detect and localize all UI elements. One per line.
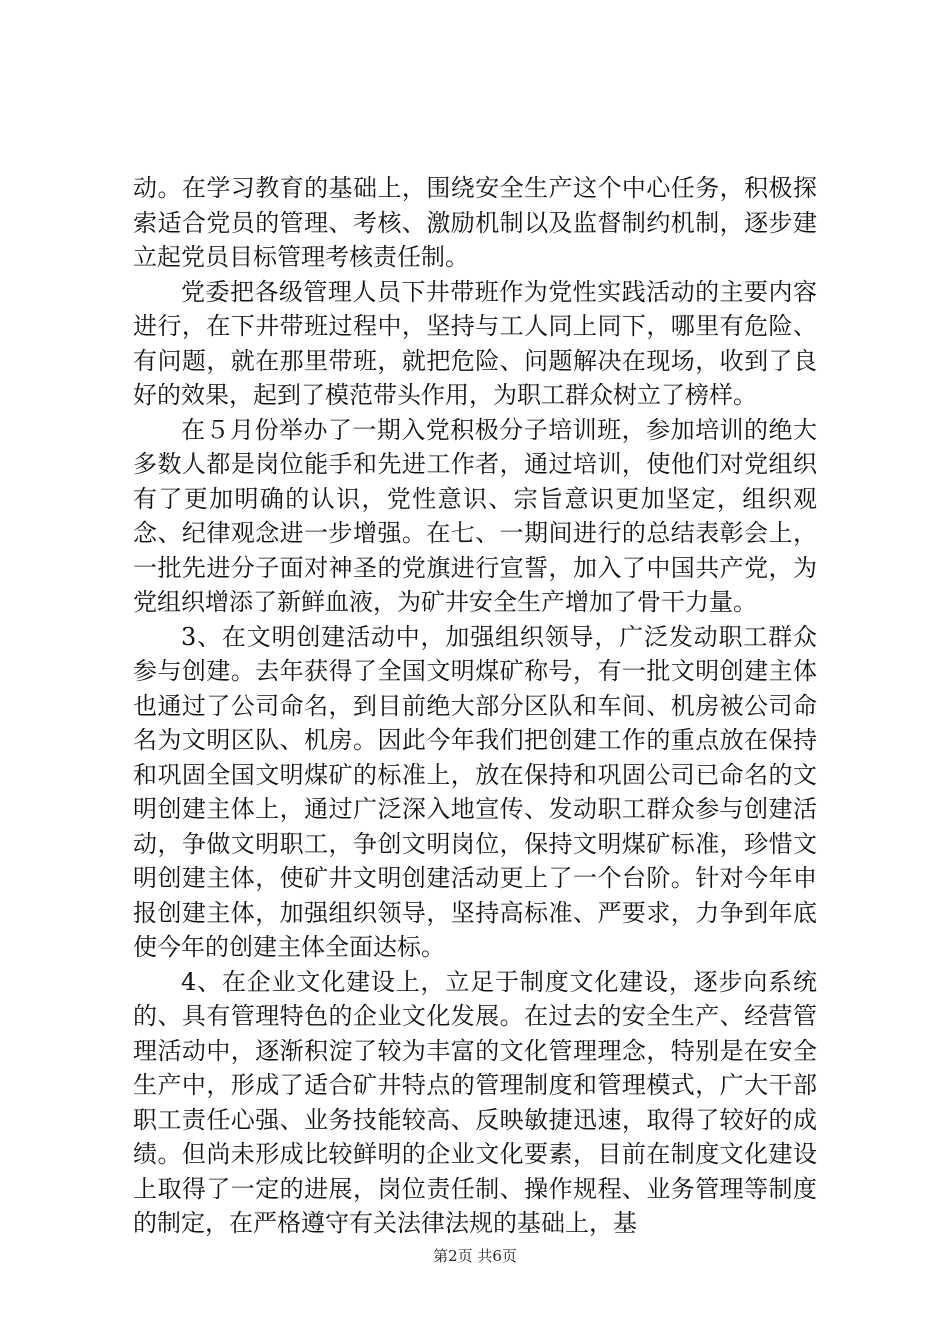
paragraph-corporate-culture: 4、在企业文化建设上，立足于制度文化建设，逐步向系统的、具有管理特色的企业文化发展。在过去的安全生产、经营管理活动中，逐渐积淀了较为丰富的文化管理理念，特别是在安全生产中，形成了适合矿井特点的管理制度和管理模式，广大干部职工责任心强、业务技能较高、反映敏捷迅速，取得了较好的成绩。但尚未形成比较鲜明的企业文化要素，目前在制度文化建设上取得了一定的进展，岗位责任制、操作规程、业务管理等制度的制定，在严格遵守有关法律法规的基础上，基 xyxy=(133,967,817,1237)
paragraph-civilization-building: 3、在文明创建活动中，加强组织领导，广泛发动职工群众参与创建。去年获得了全国文明煤矿称号，有一批文明创建主体也通过了公司命名，到目前绝大部分区队和车间、机房被公司命名为文明区队、机房。因此今年我们把创建工作的重点放在保持和巩固全国文明煤矿的标准上，放在保持和巩固公司已命名的文明创建主体上，通过广泛深入地宣传、发动职工群众参与创建活动，争做文明职工，争创文明岗位，保持文明煤矿标准，珍惜文明创建主体，使矿井文明创建活动更上了一个台阶。针对今年申报创建主体，加强组织领导，坚持高标准、严要求，力争到年底使今年的创建主体全面达标。 xyxy=(133,622,817,961)
paragraph-training-class: 在５月份举办了一期入党积极分子培训班，参加培训的绝大多数人都是岗位能手和先进工作者，通过培训，使他们对党组织有了更加明确的认识，党性意识、宗旨意识更加坚定，组织观念、纪律观念进一步增强。在七、一期间进行的总结表彰会上，一批先进分子面对神圣的党旗进行宣誓，加入了中国共产党，为党组织增添了新鲜血液，为矿井安全生产增加了骨干力量。 xyxy=(133,415,817,616)
page-number-footer: 第2页 共6页 xyxy=(433,1247,517,1265)
paragraph-continuation: 动。在学习教育的基础上，围绕安全生产这个中心任务，积极探索适合党员的管理、考核、激励机制以及监督制约机制，逐步建立起党员目标管理考核责任制。 xyxy=(133,174,817,271)
document-body xyxy=(133,171,817,1241)
paragraph-cadre-shift: 党委把各级管理人员下井带班作为党性实践活动的主要内容进行，在下井带班过程中，坚持与工人同上同下，哪里有危险、有问题，就在那里带班，就把危险、问题解决在现场，收到了良好的效果，起到了模范带头作用，为职工群众树立了榜样。 xyxy=(133,277,817,409)
